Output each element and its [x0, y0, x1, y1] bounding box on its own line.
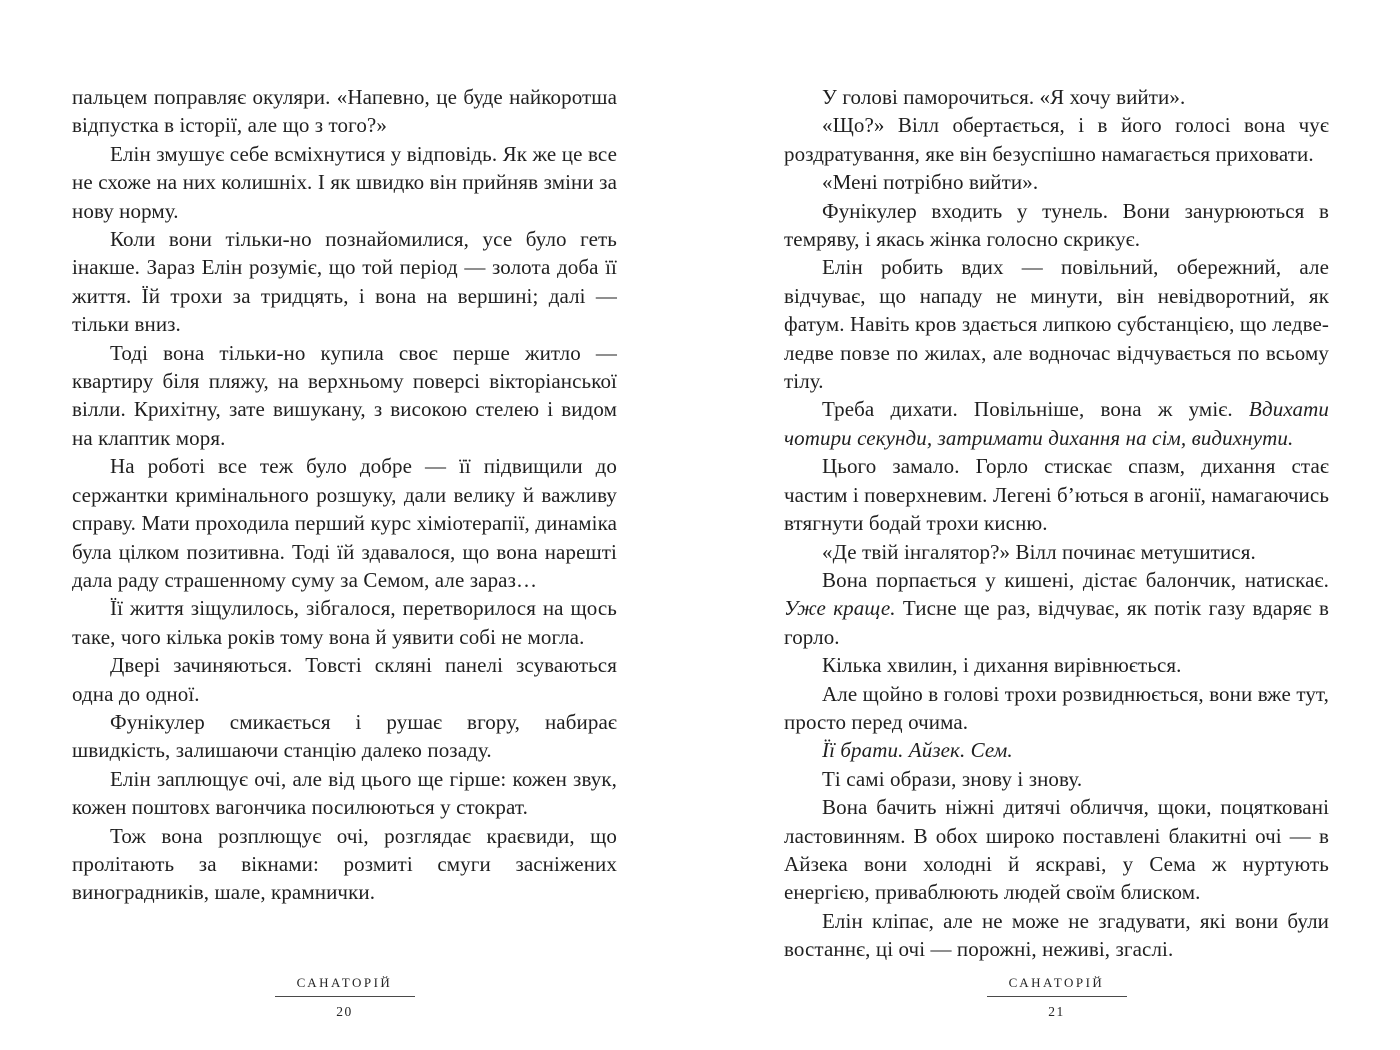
text-run: Тисне ще раз, відчуває, як потік газу вдаряє в горло. — [784, 596, 1329, 649]
text-run: Тоді вона тільки-но купила своє перше житло — квартиру біля пляжу, на верхньому поверсі вікторіанської вілли. Крихітну, зате вишукану, з високою стелею і видом на клаптик моря. — [72, 340, 617, 450]
paragraph — [72, 765, 617, 822]
italic-text-run: Уже краще. — [784, 596, 896, 621]
paragraph — [784, 736, 1329, 764]
text-run: «Де твій інгалятор?» Вілл починає метушитися. — [822, 539, 1256, 564]
text-run: Вона бачить ніжні дитячі обличчя, щоки, поцятковані ластовинням. В обох широко поставлені блакитні очі — в Айзека вони холодні й яскраві, у Сема ж нуртують енергією, приваблюють людей своїм блиском. — [784, 795, 1329, 905]
paragraph — [784, 680, 1329, 737]
text-run: Цього замало. Горло стискає спазм, дихання стає частим і поверхневим. Легені б’ються в агонії, намагаючись втягнути бодай трохи кисню. — [784, 454, 1329, 536]
text-run: «Мені потрібно вийти». — [822, 170, 1039, 195]
paragraph — [784, 253, 1329, 395]
text-run: Елін робить вдих — повільний, обережний, але відчуває, що нападу не минути, він невідворотний, як фатум. Навіть кров здається липкою субстанцією, що ледве-ледве повзе по жилах, але водночас відчувається по всьому тілу. — [784, 255, 1329, 394]
text-run: Фунікулер входить у тунель. Вони занурюються в темряву, і якась жінка голосно скрикує. — [784, 198, 1329, 252]
text-run: На роботі все теж було добре — її підвищили до сержантки кримінального розшуку, дали велику й важливу справу. Мати проходила перший курс хіміотерапії, динаміка була цілком позитивна. Тоді їй здавалося, що вона нарешті дала раду страшенному суму за Семом, але зараз… — [72, 454, 617, 592]
text-run: Ті самі образи, знову і знову. — [822, 766, 1083, 791]
paragraph — [72, 708, 617, 765]
text-run: Фунікулер смикається і рушає вгору, набирає швидкість, залишаючи станцію далеко позаду. — [72, 709, 617, 763]
text-run: Вона порпається у кишені, дістає балончик, натискає. — [822, 567, 1329, 592]
text-run: Коли вони тільки-но познайомилися, усе було геть інакше. Зараз Елін розуміє, що той період — золота доба її життя. Їй трохи за тридцять, і вона на вершині; далі — тільки вниз. — [72, 227, 617, 337]
page-text-left — [72, 83, 617, 907]
paragraph — [784, 765, 1329, 793]
text-run: Її життя зіщулилось, зібгалося, перетворилося на щось таке, чого кілька років тому вона й уявити собі не могла. — [72, 596, 617, 649]
text-run: Елін заплющує очі, але від цього ще гірше: кожен звук, кожен поштовх вагончика посилюються у стократ. — [72, 766, 617, 820]
text-run: Але щойно в голові трохи розвиднюється, вони вже тут, просто перед очима. — [784, 681, 1329, 734]
paragraph — [784, 452, 1329, 537]
paragraph — [784, 651, 1329, 679]
text-run: Тож вона розплющує очі, розглядає краєвиди, що пролітають за вікнами: розмиті смуги засніжених виноградників, шале, крамнички. — [72, 823, 617, 905]
text-run: Елін кліпає, але не може не згадувати, які вони були востаннє, ці очі — порожні, неживі, згаслі. — [784, 908, 1329, 962]
paragraph — [784, 197, 1329, 254]
text-run: Кілька хвилин, і дихання вирівнюється. — [822, 653, 1182, 678]
paragraph — [72, 452, 617, 594]
italic-text-run: Її брати. Айзек. Сем. — [822, 738, 1013, 763]
paragraph — [72, 339, 617, 453]
page-text-right — [784, 83, 1329, 964]
footer-rule — [275, 996, 415, 997]
text-run: пальцем поправляє окуляри. «Напевно, це буде найкоротша відпустка в історії, але що з того?» — [72, 85, 617, 138]
footer-rule — [987, 996, 1127, 997]
paragraph — [784, 538, 1329, 566]
paragraph — [784, 83, 1329, 111]
paragraph — [72, 83, 617, 140]
running-head: САНАТОРІЙ — [1008, 975, 1105, 990]
text-run: Двері зачиняються. Товсті скляні панелі зсуваються одна до одної. — [72, 653, 617, 706]
paragraph — [784, 907, 1329, 964]
page-right — [700, 0, 1400, 1050]
text-run: Треба дихати. Повільніше, вона ж уміє. — [822, 397, 1249, 422]
text-run: «Що?» Вілл обертається, і в його голосі вона чує роздратування, яке він безуспішно намагається приховати. — [784, 113, 1329, 166]
paragraph — [72, 140, 617, 225]
text-run: У голові паморочиться. «Я хочу вийти». — [822, 85, 1186, 109]
paragraph — [72, 225, 617, 339]
paragraph — [72, 651, 617, 708]
text-run: Елін змушує себе всміхнутися у відповідь. Як же це все не схоже на них колишніх. І як швидко він прийняв зміни за нову норму. — [72, 141, 617, 223]
paragraph — [784, 168, 1329, 196]
page-footer-left — [72, 975, 617, 1020]
paragraph — [72, 822, 617, 907]
page-number: 20 — [336, 1004, 353, 1019]
paragraph — [784, 793, 1329, 907]
page-footer-right — [784, 975, 1329, 1020]
paragraph — [784, 566, 1329, 651]
running-head: САНАТОРІЙ — [296, 975, 393, 990]
paragraph — [72, 594, 617, 651]
page-number: 21 — [1048, 1004, 1065, 1019]
paragraph — [784, 395, 1329, 452]
italic-text-run: Вдихати чотири секунди, затримати дихання на сім, видихнути. — [784, 397, 1329, 450]
paragraph — [784, 111, 1329, 168]
